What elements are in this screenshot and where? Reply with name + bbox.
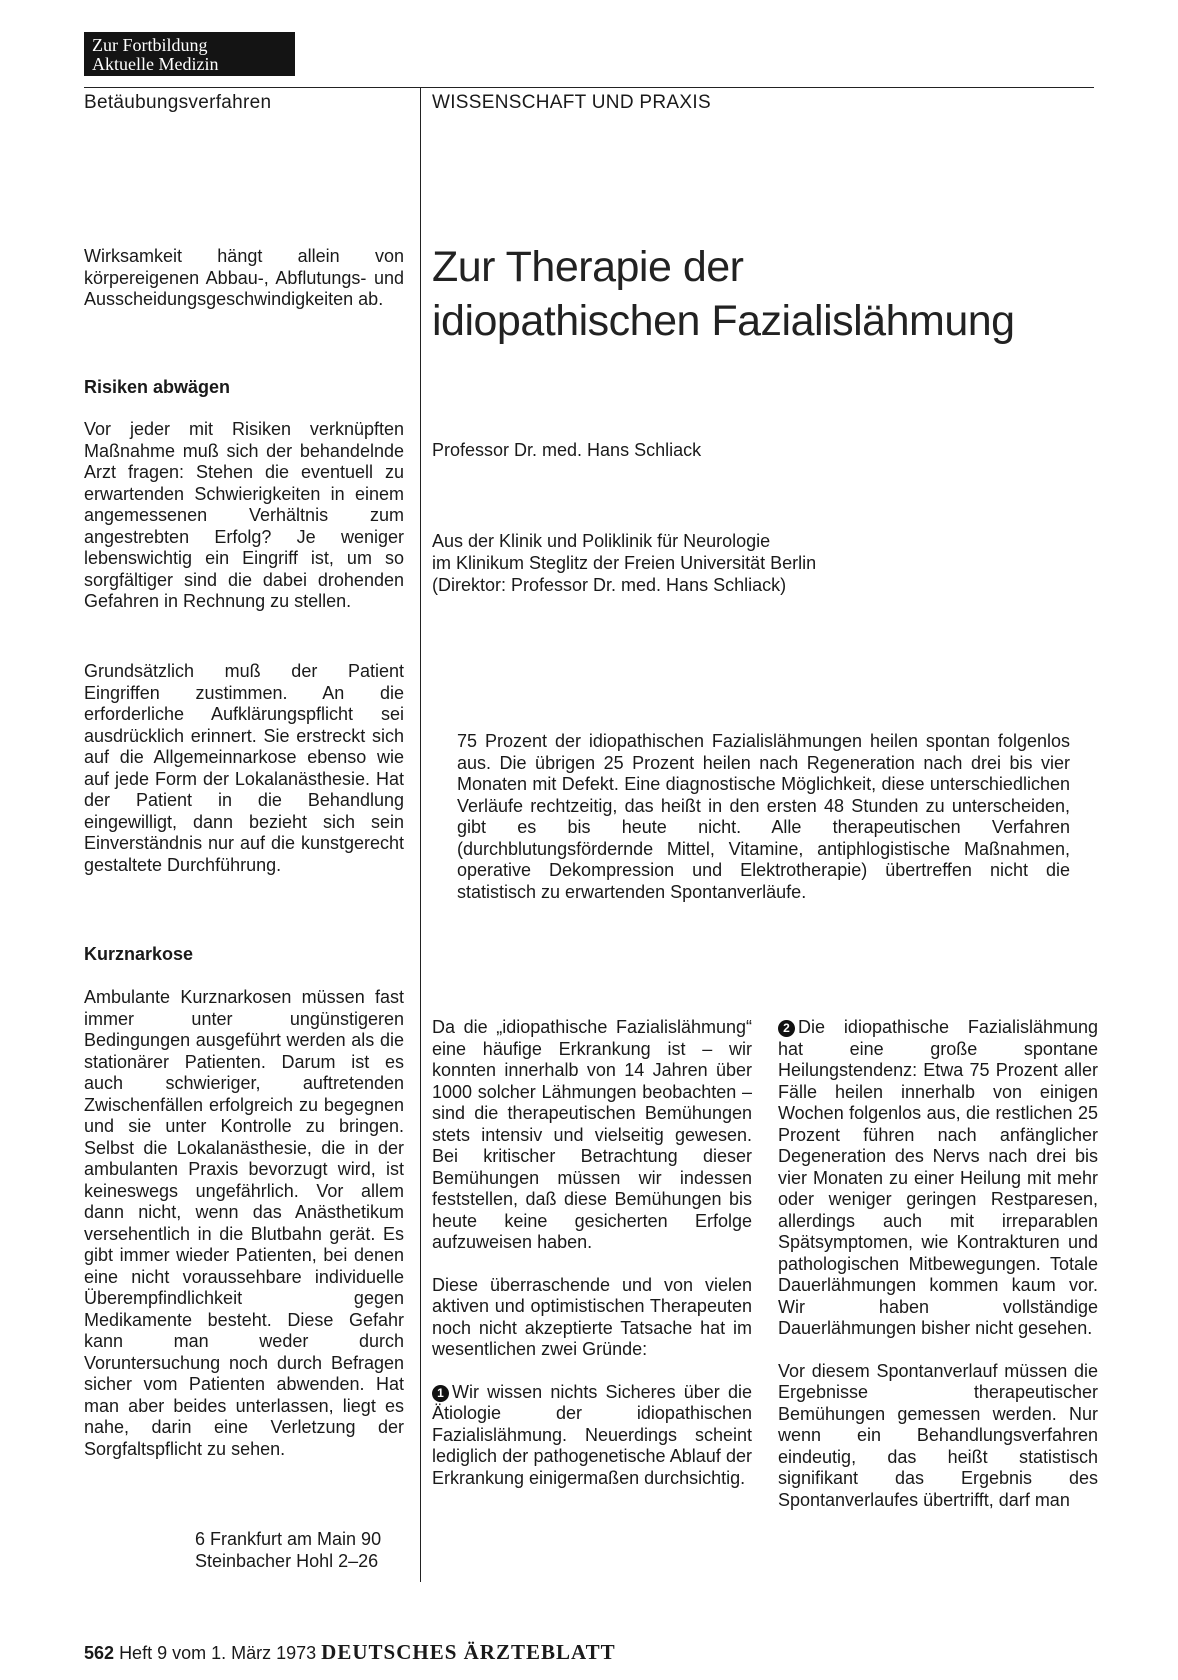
paragraph-risiken — [84, 419, 404, 613]
body-column-1 — [432, 1017, 752, 1489]
title-line-1: Zur Therapie der — [432, 243, 744, 291]
affiliation — [432, 530, 816, 596]
page-number: 562 — [84, 1643, 115, 1663]
abstract-text: 75 Prozent der idiopathischen Fazialislähmungen heilen spontan folgenlos aus. Die übrigen 25 Prozent heilen nach Regeneration nach drei bis vier Monaten mit Defekt. Eine diagnostische Möglichkeit, diese unterschiedlichen Verläufe rechtzeitig, das heißt in den ersten 48 Stunden zu unterscheiden, gibt es bis heute nicht. Alle therapeutischen Verfahren (durchblutungsfördernde Mittel, Vitamine, antiphlogistische Maßnahmen, operative Dekompression und Elektrotherapie) übertreffen nicht die statistisch zu erwartenden Spontanverläufe. — [457, 731, 1070, 902]
section-label: Betäubungsverfahren — [84, 92, 272, 113]
page-footer — [84, 1640, 616, 1665]
paragraph-risiken-text: Vor jeder mit Risiken verknüpften Maßnahme muß sich der behandelnde Arzt fragen: Stehen die eventuell zu erwartenden Schwierigkeiten in einem angemessenen Verhältnis zum angestrebten Erfolg? Je weniger lebenswichtig ein Eingriff ist, um so sorgfältiger sind die dabei drohenden Gefahren in Rechnung zu stellen. — [84, 419, 404, 611]
body-paragraph-3 — [432, 1382, 752, 1490]
body-paragraph-5: Vor diesem Spontanverlauf müssen die Ergebnisse therapeutischer Bemühungen gemessen werden. Nur wenn ein Behandlungsverfahren eindeutig, das heißt statistisch signifikant das Ergebnis des Spontanverlaufes übertrifft, darf man — [778, 1360, 1098, 1510]
abstract — [457, 731, 1070, 903]
body-column-2 — [778, 1017, 1098, 1511]
author: Professor Dr. med. Hans Schliack — [432, 440, 702, 460]
badge-line-1: Zur Fortbildung — [92, 35, 208, 55]
heading-risiken: Risiken abwägen — [84, 377, 231, 397]
category-label: WISSENSCHAFT UND PRAXIS — [432, 92, 711, 113]
body-paragraph-2: Diese überraschende und von vielen aktiven und optimistischen Therapeuten noch nicht akzeptierte Tatsache hat im wesentlichen zwei Gründe: — [432, 1274, 752, 1359]
article-title — [432, 240, 1112, 348]
affiliation-line-2: im Klinikum Steglitz der Freien Universität Berlin — [432, 553, 817, 573]
affiliation-line-1: Aus der Klinik und Poliklinik für Neurologie — [432, 531, 771, 551]
affiliation-line-3: (Direktor: Professor Dr. med. Hans Schliack) — [432, 575, 787, 595]
paragraph-kurznarkose-text: Ambulante Kurznarkosen müssen fast immer unter ungünstigeren Bedingungen ausgeführt werden als die stationärer Patienten. Darum ist es auch schwieriger, auftretenden Zwischenfällen erfolgreich zu begegnen und sie unter Kontrolle zu bringen. Selbst die Lokalanästhesie, die in der ambulanten Praxis bevorzugt wird, ist keineswegs ungefährlich. Vor allem dann nicht, wenn das Anästhetikum versehentlich in die Blutbahn gerät. Es gibt immer wieder Patienten, bei denen eine nicht voraussehbare individuelle Überempfindlichkeit gegen Medikamente besteht. Diese Gefahr kann man weder durch Voruntersuchung noch durch Befragen sicher vom Patienten abwenden. Hat man aber beides unterlassen, liegt es nahe, darin eine Verletzung der Sorgfaltspflicht zu sehen. — [84, 987, 404, 1459]
column-divider — [420, 87, 421, 1582]
body-paragraph-3-text: Wir wissen nichts Sicheres über die Ätiologie der idiopathischen Fazialislähmung. Neuerdings scheint lediglich der pathogenetische Ablauf der Erkrankung einigermaßen durchsichtig. — [432, 1381, 752, 1488]
badge-line-2: Aktuelle Medizin — [92, 54, 219, 74]
body-paragraph-4-text: Die idiopathische Fazialislähmung hat eine große spontane Heilungstendenz: Etwa 75 Prozent aller Fälle heilen innerhalb von einigen Wochen folgenlos aus, die restlichen 25 Prozent führen nach anfänglicher Degeneration des Nervs nach drei bis vier Monaten zu einer Heilung mit mehr oder weniger geringen Restparesen, allerdings auch mit irreparablen Spätsymptomen, wie Kontrakturen und pathologischen Mitbewegungen. Totale Dauerlähmungen kommen kaum vor. Wir haben vollständige Dauerlähmungen bisher nicht gesehen. — [778, 1017, 1098, 1338]
issue-info: Heft 9 vom 1. März 1973 — [119, 1643, 317, 1663]
header-rule — [84, 87, 1094, 88]
heading-kurznarkose: Kurznarkose — [84, 944, 194, 964]
left-column — [84, 246, 404, 311]
paragraph-einwilligung — [84, 661, 404, 876]
address-line-1: 6 Frankfurt am Main 90 — [195, 1529, 382, 1549]
section-badge — [84, 32, 295, 76]
numbered-marker-2: 2 — [778, 1020, 795, 1037]
title-line-2: idiopathischen Fazialislähmung — [432, 297, 1015, 345]
paragraph-kurznarkose — [84, 987, 404, 1460]
numbered-marker-1: 1 — [432, 1385, 449, 1402]
address-line-2: Steinbacher Hohl 2–26 — [195, 1551, 379, 1571]
paragraph-einwilligung-text: Grundsätzlich muß der Patient Eingriffen zustimmen. An die erforderliche Aufklärungspflicht sei ausdrücklich erinnert. Sie erstreckt sich auf die Allgemeinnarkose ebenso wie auf jede Form der Lokalanästhesie. Hat der Patient in die Behandlung eingewilligt, dann bezieht sich sein Einverständnis nur auf die kunstgerecht gestaltete Durchführung. — [84, 661, 404, 875]
body-paragraph-1: Da die „idiopathische Fazialislähmung“ eine häufige Erkrankung ist – wir konnten innerhalb von 14 Jahren über 1000 solcher Lähmungen beobachten – sind die therapeutischen Bemühungen stets intensiv und vielseitig gewesen. Bei kritischer Betrachtung dieser Bemühungen müssen wir indessen feststellen, daß diese Bemühungen bis heute keine gesicherten Erfolge aufzuweisen haben. — [432, 1017, 752, 1252]
body-paragraph-4 — [778, 1017, 1098, 1340]
journal-name: DEUTSCHES ÄRZTEBLATT — [321, 1640, 616, 1664]
intro-paragraph: Wirksamkeit hängt allein von körpereigenen Abbau-, Abflutungs- und Ausscheidungsgeschwindigkeiten ab. — [84, 246, 404, 309]
